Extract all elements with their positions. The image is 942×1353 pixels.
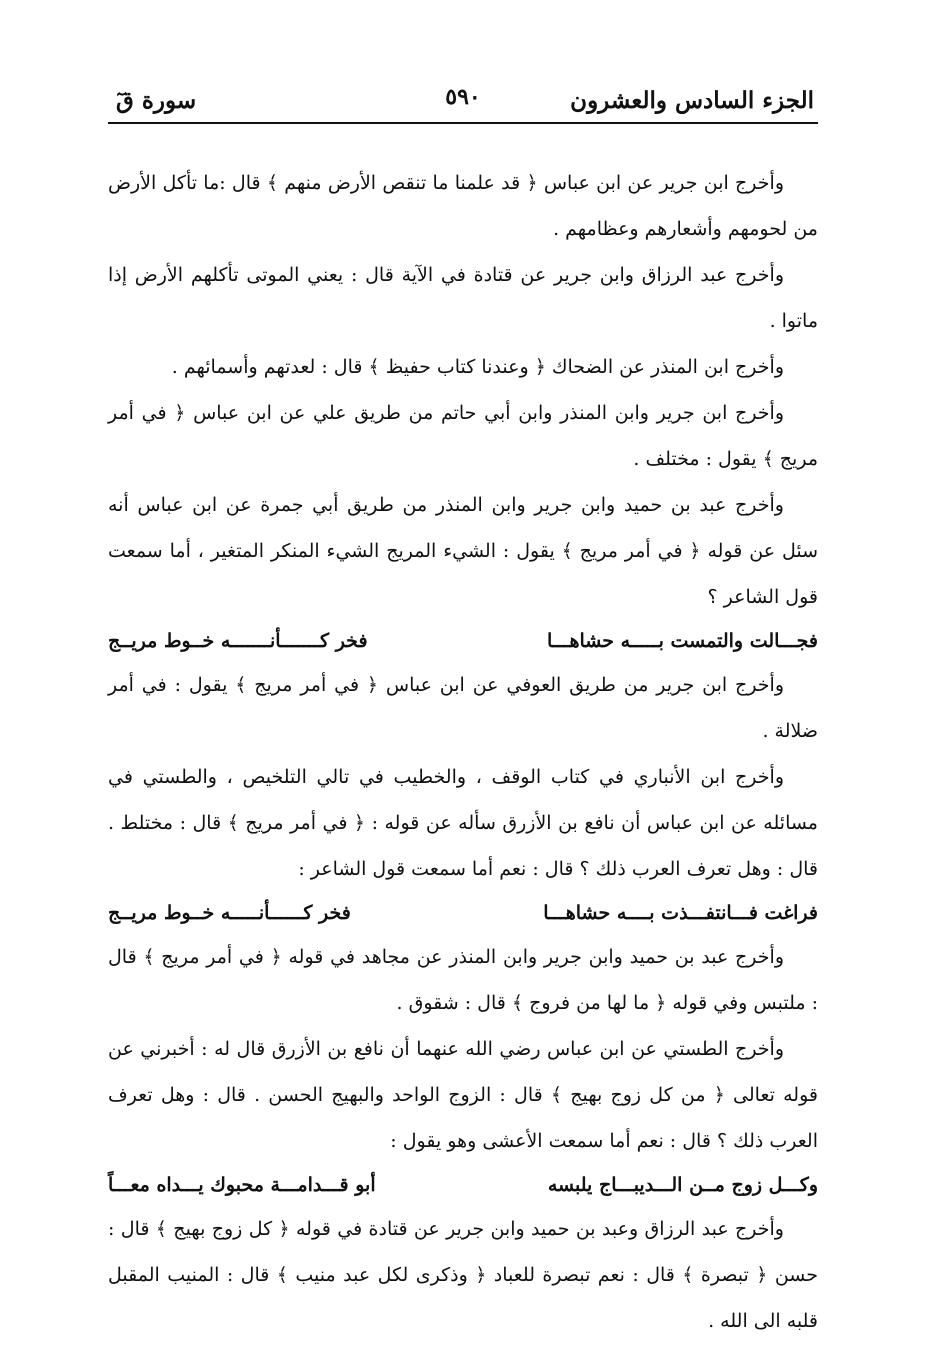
paragraph: وأخرج عبد الرزاق وابن جرير عن قتادة في الآية قال : يعني الموتى تأكلهم الأرض إذا ماتوا . [108, 264, 818, 332]
paragraph: وأخرج الطستي عن ابن عباس رضي الله عنهما أن نافع بن الأزرق قال له : أخبرني عن قوله تعالى ﴿ من كل زوج بهيج ﴾ قال : الزوج الواحد والبهيج الحسن . قال : وهل تعرف العرب ذلك ؟ قال : نعم أما سمعت الأعشى وهو يقول : [108, 1038, 818, 1152]
paragraph: وأخرج ابن جرير من طريق العوفي عن ابن عباس ﴿ في أمر مريج ﴾ يقول : في أمر ضلالة . [108, 674, 818, 742]
verse-first-hemistich: وكـــل زوج مــن الـــديبـــاج يلبسه [547, 1174, 818, 1196]
verse-first-hemistich: فجـــالت والتمست بـــــه حشاهـــا [547, 630, 818, 652]
paragraph: وأخرج ابن جرير عن ابن عباس ﴿ قد علمنا ما تنقص الأرض منهم ﴾ قال :ما تأكل الأرض من لحومهم وأشعارهم وعظامهم . [108, 172, 818, 240]
poetry-verse [108, 892, 818, 934]
poetry-verse [108, 1164, 818, 1206]
poetry-verse [108, 620, 818, 662]
verse-second-hemistich: فخر كــــــأنـــــه خــوط مريــج [108, 902, 351, 924]
paragraph: وأخرج عبد الرزاق وعبد بن حميد وابن جرير عن قتادة في قوله ﴿ كل زوج بهيج ﴾ قال : حسن ﴿ تبصرة ﴾ قال : نعم تبصرة للعباد ﴿ وذكرى لكل عبد منيب ﴾ قال : المنيب المقبل قلبه الى الله . [108, 1218, 818, 1332]
running-title-surah: سورة قٓ [116, 87, 197, 114]
paragraph: وأخرج عبد بن حميد وابن جرير وابن المنذر من طريق أبي جمرة عن ابن عباس أنه سئل عن قوله ﴿ في أمر مريج ﴾ يقول : الشيء المريج الشيء المنكر المتغير ، أما سمعت قول الشاعر ؟ [108, 494, 818, 608]
verse-second-hemistich: أبو قـــدامـــة محبوك يـــداه معـــاً [108, 1174, 376, 1196]
paragraph: وأخرج ابن الأنباري في كتاب الوقف ، والخطيب في تالي التلخيص ، والطستي في مسائله عن ابن عباس أن نافع بن الأزرق سأله عن قوله : ﴿ في أمر مريج ﴾ قال : مختلط . قال : وهل تعرف العرب ذلك ؟ قال : نعم أما سمعت قول الشاعر : [108, 766, 818, 880]
page-body [108, 160, 818, 1344]
book-page [108, 70, 818, 1332]
paragraph: وأخرج ابن جرير وابن المنذر وابن أبي حاتم من طريق علي عن ابن عباس ﴿ في أمر مريج ﴾ يقول : مختلف . [108, 402, 818, 470]
paragraph: وأخرج عبد بن حميد وابن جرير وابن المنذر عن مجاهد في قوله ﴿ في أمر مريج ﴾ قال : ملتبس وفي قوله ﴿ ما لها من فروج ﴾ قال : شقوق . [108, 946, 818, 1014]
running-title-part: الجزء السادس والعشرون [570, 87, 814, 114]
page-number: ٥٩٠ [445, 84, 481, 110]
paragraph: وأخرج ابن المنذر عن الضحاك ﴿ وعندنا كتاب حفيظ ﴾ قال : لعدتهم وأسمائهم . [171, 356, 784, 378]
verse-second-hemistich: فخر كـــــــأنـــــــه خــوط مريــج [108, 630, 368, 652]
page-header [108, 70, 818, 124]
verse-first-hemistich: فراغت فـــانتفـــذت بــــه حشاهـــا [543, 902, 818, 924]
